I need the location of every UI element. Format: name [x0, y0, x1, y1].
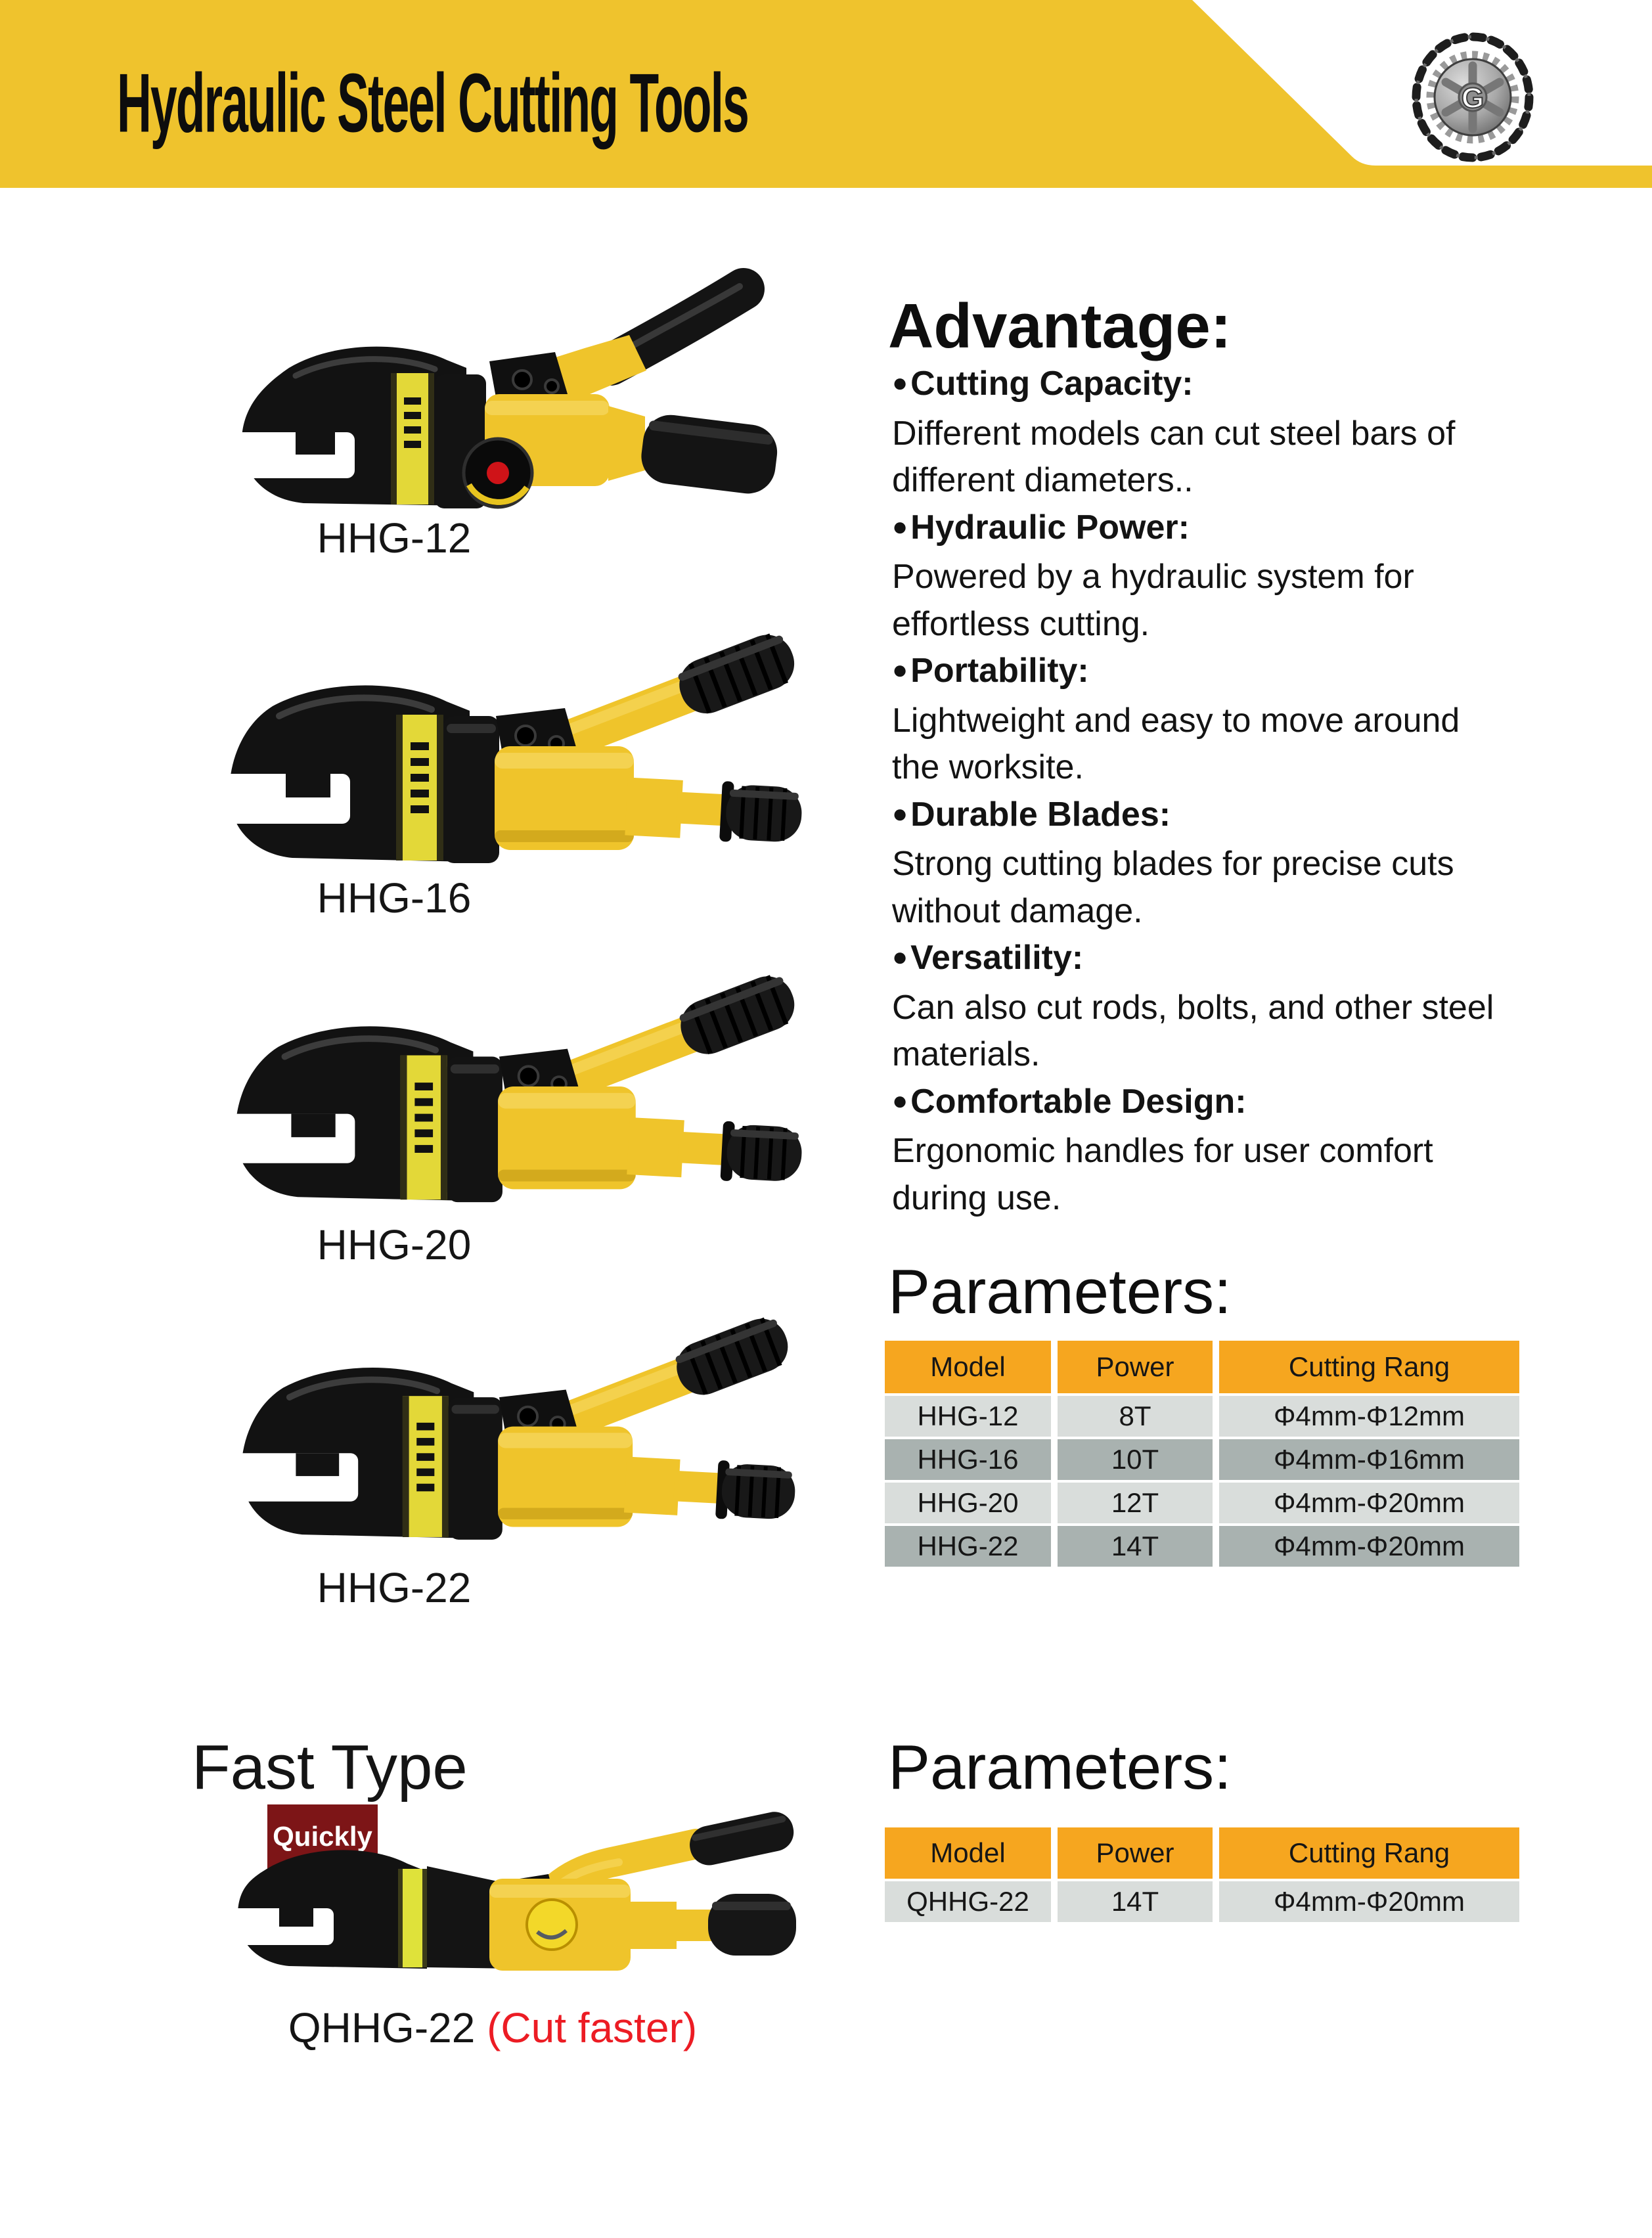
col-header-power: Power	[1058, 1827, 1213, 1879]
table-cell: 12T	[1058, 1483, 1213, 1523]
company-logo	[1410, 32, 1536, 163]
advantage-item-line: Can also cut rods, bolts, and other steel	[892, 988, 1494, 1027]
parameters-table-1	[885, 1341, 1519, 1567]
advantage-item-title: ● Cutting Capacity:	[892, 361, 1494, 411]
product-image-hhg-20	[194, 959, 805, 1219]
table-cell: Φ4mm-Φ16mm	[1219, 1439, 1519, 1480]
product-image-hhg-22	[200, 1302, 798, 1556]
advantage-item-line: Different models can cut steel bars of	[892, 414, 1456, 453]
advantage-list	[892, 361, 1494, 1222]
advantage-item-line: Lightweight and easy to move around	[892, 701, 1460, 740]
table-cell: QHHG-22	[885, 1881, 1051, 1922]
advantage-item-title: ● Durable Blades:	[892, 792, 1494, 841]
product-label-qhhg-22	[217, 2003, 769, 2052]
logo-letter: G	[1461, 82, 1485, 114]
advantage-heading: Advantage:	[888, 291, 1232, 361]
product-image-qhhg-22	[210, 1803, 801, 1981]
advantage-item-title: ● Hydraulic Power:	[892, 504, 1494, 554]
table-cell: HHG-22	[885, 1526, 1051, 1567]
quickly-badge: Quickly	[267, 1804, 378, 1869]
table-cell: HHG-20	[885, 1483, 1051, 1523]
table-cell: 14T	[1058, 1881, 1213, 1922]
product-image-hhg-12	[190, 256, 788, 519]
page-title: Hydraulic Steel Cutting Tools	[117, 56, 748, 150]
advantage-item-line: without damage.	[892, 891, 1143, 930]
col-header-model: Model	[885, 1827, 1051, 1879]
cutter-illustration	[223, 1311, 796, 1540]
table-cell: HHG-16	[885, 1439, 1051, 1480]
product-label-hhg-16: HHG-16	[317, 874, 472, 922]
advantage-item-line: Strong cutting blades for precise cuts	[892, 845, 1454, 883]
cutter-illustration	[223, 286, 780, 508]
advantage-item-line: Ergonomic handles for user comfort	[892, 1132, 1433, 1170]
cutter-illustration	[222, 1808, 797, 1971]
qhhg-model: QHHG-22	[288, 2004, 476, 2051]
advantage-item-title: ● Portability:	[892, 648, 1494, 698]
cutter-illustration	[211, 627, 803, 863]
qhhg-note: (Cut faster)	[487, 2004, 698, 2051]
product-label-hhg-12: HHG-12	[317, 514, 472, 562]
table-cell: 10T	[1058, 1439, 1213, 1480]
col-header-model: Model	[885, 1341, 1051, 1393]
table-cell: 14T	[1058, 1526, 1213, 1567]
table-cell: Φ4mm-Φ20mm	[1219, 1483, 1519, 1523]
col-header-cutting-rang: Cutting Rang	[1219, 1827, 1519, 1879]
table-cell: 8T	[1058, 1396, 1213, 1437]
advantage-item-line: the worksite.	[892, 748, 1084, 786]
advantage-item-title: ● Comfortable Design:	[892, 1079, 1494, 1129]
table-cell: Φ4mm-Φ20mm	[1219, 1526, 1519, 1567]
parameters-heading-1: Parameters:	[888, 1257, 1232, 1327]
product-label-hhg-22: HHG-22	[317, 1564, 472, 1611]
product-label-hhg-20: HHG-20	[317, 1221, 472, 1268]
table-cell: HHG-12	[885, 1396, 1051, 1437]
col-header-power: Power	[1058, 1341, 1213, 1393]
parameters-table-2	[885, 1827, 1519, 1922]
fast-type-heading: Fast Type	[192, 1732, 468, 1802]
table-cell: Φ4mm-Φ12mm	[1219, 1396, 1519, 1437]
advantage-item-line: effortless cutting.	[892, 604, 1150, 643]
cutter-illustration	[217, 969, 803, 1202]
table-cell: Φ4mm-Φ20mm	[1219, 1881, 1519, 1922]
advantage-item-line: during use.	[892, 1178, 1061, 1217]
gear-chain-icon	[1416, 37, 1529, 158]
advantage-item-line: different diameters..	[892, 461, 1194, 499]
advantage-item-title: ● Versatility:	[892, 935, 1494, 985]
advantage-item-line: materials.	[892, 1035, 1040, 1073]
advantage-item-line: Powered by a hydraulic system for	[892, 558, 1414, 596]
product-image-hhg-16	[187, 617, 805, 880]
col-header-cutting-rang: Cutting Rang	[1219, 1341, 1519, 1393]
parameters-heading-2: Parameters:	[888, 1732, 1232, 1802]
